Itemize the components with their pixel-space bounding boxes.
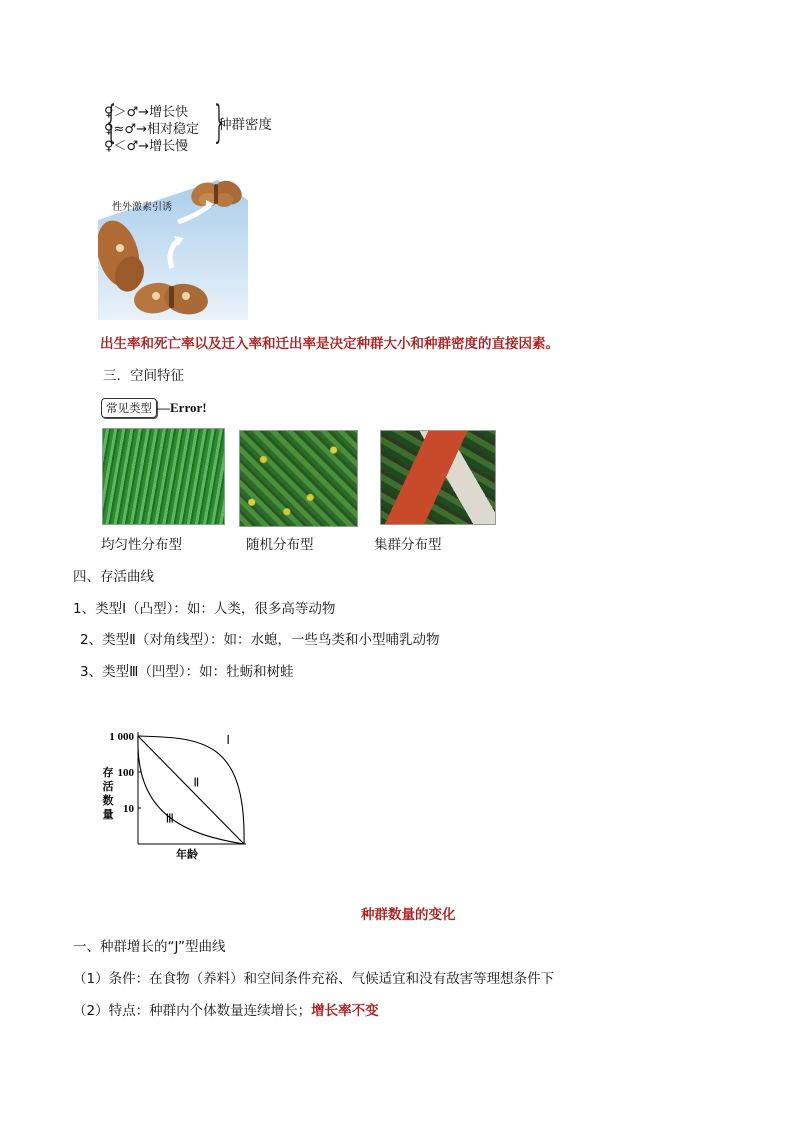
j-curve-heading: 一、种群增长的“J”型曲线 xyxy=(73,939,226,955)
right-brace: } xyxy=(214,97,224,148)
ratio-result: 种群密度 xyxy=(218,117,272,133)
ratio-line-1: ♀＞♂→增长快 xyxy=(104,105,189,120)
y-tick-label: 1 000 xyxy=(109,731,134,743)
error-text: —Error! xyxy=(157,400,207,415)
survival-type-1: 1、类型Ⅰ（凸型）：如：人类，很多高等动物 xyxy=(73,601,336,617)
y-tick-label: 10 xyxy=(123,803,134,815)
common-types-row xyxy=(101,397,207,418)
uniform-distribution-photo xyxy=(102,428,225,525)
series-label-1: Ⅰ xyxy=(226,732,230,747)
ratio-line-3: ♀＜♂→增长慢 xyxy=(104,139,189,154)
moth-illustration xyxy=(98,160,248,320)
survival-type-2: 2、类型Ⅱ（对角线型）：如：水螅，一些鸟类和小型哺乳动物 xyxy=(80,632,440,648)
random-distribution-photo xyxy=(239,430,358,527)
y-axis-label-char: 活 xyxy=(102,780,114,793)
y-axis-label-char: 存 xyxy=(102,766,114,779)
j-curve-feature-text: （2）特点：种群内个体数量连续增长； xyxy=(73,1003,312,1019)
ratio-line-2: ♀≈♂→相对稳定 xyxy=(104,122,199,137)
series-label-3: Ⅲ xyxy=(165,811,174,826)
j-curve-condition: （1）条件：在食物（养料）和空间条件充裕、气候适宜和没有敌害等理想条件下 xyxy=(73,971,555,987)
j-curve-feature-highlight: 增长率不变 xyxy=(311,1003,379,1019)
y-tick-label: 100 xyxy=(117,767,134,779)
y-axis-label-char: 数 xyxy=(102,794,114,807)
moth-caption: 性外激素引诱 xyxy=(112,202,172,213)
left-brace: { xyxy=(106,97,116,148)
survival-type-3: 3、类型Ⅲ（凹型）：如：牡蛎和树蛙 xyxy=(80,664,294,680)
label-clumped: 集群分布型 xyxy=(374,537,442,553)
label-uniform: 均匀性分布型 xyxy=(101,537,182,553)
series-label-2: Ⅱ xyxy=(193,775,200,790)
y-axis-label-char: 量 xyxy=(102,808,114,821)
common-types-tag: 常见类型 xyxy=(101,398,157,418)
label-random: 随机分布型 xyxy=(246,537,314,553)
section4-heading: 四、存活曲线 xyxy=(73,569,154,585)
x-axis-label: 年龄 xyxy=(176,848,198,861)
population-change-title: 种群数量的变化 xyxy=(361,907,456,923)
section3-heading: 三．空间特征 xyxy=(103,368,184,384)
survival-curve-chart xyxy=(96,724,256,864)
j-curve-feature xyxy=(73,1005,379,1019)
series-curve-2 xyxy=(138,736,244,844)
key-point-text: 出生率和死亡率以及迁入率和迁出率是决定种群大小和种群密度的直接因素。 xyxy=(100,336,559,352)
clumped-distribution-photo xyxy=(380,430,496,525)
